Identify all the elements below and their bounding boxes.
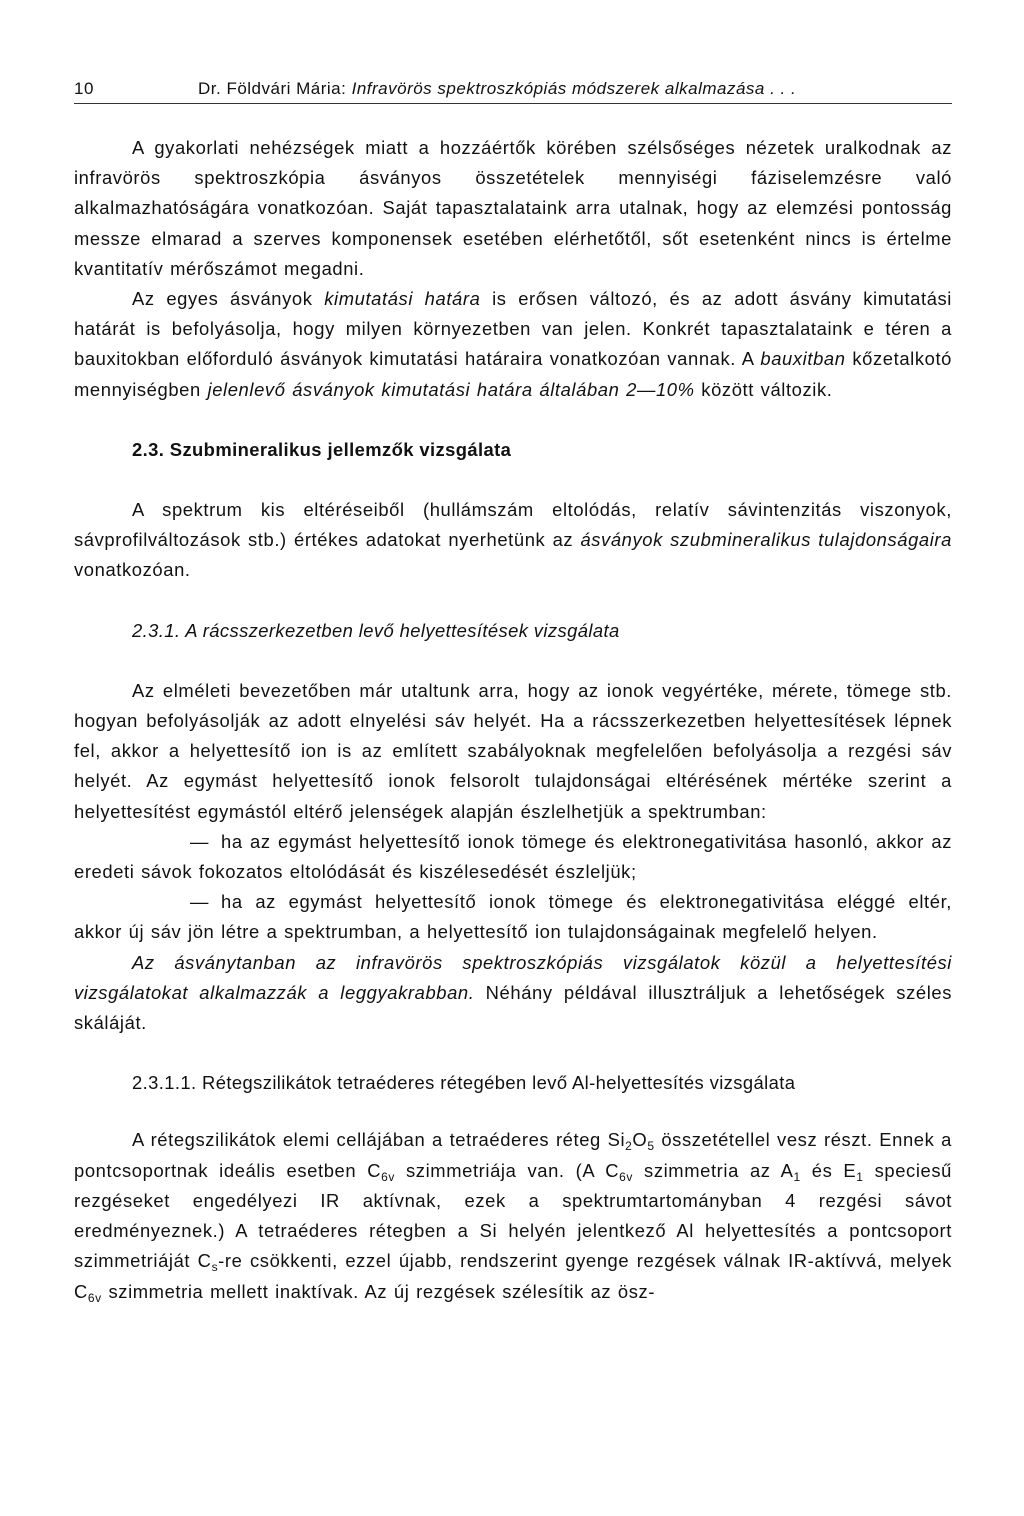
p6-text: szimmetriája van. (A C	[394, 1159, 620, 1181]
p2-text-d: között változik.	[694, 378, 833, 400]
body-text	[74, 133, 952, 1307]
dash-marker: —	[190, 830, 209, 852]
subscript: 6v	[87, 1290, 102, 1305]
heading-title: A rácsszerkezetben levő helyettesítések vizsgálata	[185, 619, 620, 641]
p3-emphasis: ásványok szubmineralikus tulajdonságaira	[580, 529, 952, 551]
p6-text: és E	[800, 1159, 857, 1181]
p2-emphasis-b: bauxitban	[760, 348, 846, 370]
p2-emphasis-a: kimutatási határa	[324, 288, 481, 310]
p6-text: -re csökkenti, ezzel újabb, rendszerint gyenge rezgések válnak IR-aktívvá, melyek C	[74, 1250, 952, 1302]
section-heading-2-3: 2.3. Szubmineralikus jellemzők vizsgálata	[132, 438, 512, 460]
paragraph-1-text: A gyakorlati nehézségek miatt a hozzáértők körében szélsőséges nézetek uralkodnak az infravörös spektroszkópia ásványos összetételek mennyiségi fáziselemzésre való alkalmazhatóságára vonatkozóan. Saját tapasztalataink arra utalnak, hogy az elemzési pontosság messze elmarad a szerves komponensek esetében elérhetőtől, sőt esetenként nincs is értelme kvantitatív mérőszámot megadni.	[74, 137, 952, 279]
page-number: 10	[74, 79, 94, 98]
subscript: 5	[647, 1139, 655, 1154]
header-rule	[74, 103, 952, 104]
list-item-text: ha az egymást helyettesítő ionok tömege és elektronegativitása hasonló, akkor az eredeti sávok fokozatos eltolódását és kiszélesedését észleljük;	[74, 830, 952, 883]
p2-text-a: Az egyes ásványok	[132, 288, 325, 310]
section-heading-2-3-1-1: 2.3.1.1. Rétegszilikátok tetraéderes rétegében levő Al-helyettesítés vizsgálata	[132, 1072, 796, 1094]
p6-text: A rétegszilikátok elemi cellájában a tetraéderes réteg Si	[132, 1129, 626, 1151]
p3-text-b: vonatkozóan.	[74, 559, 191, 581]
list-item	[74, 827, 952, 887]
paragraph-4: Az elméleti bevezetőben már utaltunk arra, hogy az ionok vegyértéke, mérete, tömege stb. hogyan befolyásolják az adott elnyelési sáv helyét. Ha a rácsszerkezetben helyettesítések lépnek fel, akkor a helyettesítő ion is az említett szabályoknak megfelelően befolyásolja a rezgési sáv helyét. Az egymást helyettesítő ionok felsorolt tulajdonságai eltérésének mértéke szerint a helyettesítést egymástól eltérő jelenségek alapján észlelhetjük a spektrumban:	[74, 679, 952, 822]
paragraph-5	[74, 948, 952, 1039]
p2-text-b: is erősen változó, és az adott ásvány kimutatási határát is befolyásolja, hogy milyen környezetben van jelen. Konkrét tapasztalataink e téren a bauxitokban előforduló ásványok kimutatási határaira vonatkozóan vannak. A	[74, 288, 952, 370]
subscript: 6v	[619, 1169, 633, 1184]
p6-text: O	[632, 1129, 648, 1151]
list-item-text: ha az egymást helyettesítő ionok tömege és elektronegativitása eléggé eltér, akkor új sáv jön létre a spektrumban, a helyettesítő ion tulajdonságainak megfelelő helyen.	[74, 891, 952, 943]
header-author: Dr. Földvári Mária:	[198, 79, 352, 98]
p6-text: szimmetria az A	[633, 1159, 794, 1181]
p6-text: speciesű rezgéseket engedélyezi IR aktívnak, ezek a spektrumtartományban 4 rezgési sávot eredményeznek.) A tetraéderes rétegben a Si helyén jelentkező Al helyettesítés a pontcsoport szimmetriáját C	[74, 1159, 952, 1272]
p2-text-c: kőzetalkotó mennyiségben	[74, 348, 952, 400]
p6-text: összetétellel vesz részt. Ennek a pontcsoportnak ideális esetben C	[74, 1129, 952, 1181]
section-heading-2-3-1	[74, 616, 952, 646]
subscript: 1	[856, 1169, 864, 1184]
p3-text-a: A spektrum kis eltéréseiből (hullámszám eltolódás, relatív sávintenzitás viszonyok, sávprofilváltozások stb.) értékes adatokat nyerhetünk az	[74, 499, 952, 551]
paragraph-1	[74, 133, 952, 284]
paragraph-2	[74, 284, 952, 405]
dash-marker: —	[190, 891, 209, 913]
subscript: 1	[793, 1169, 801, 1184]
subscript: s	[211, 1260, 219, 1275]
paragraph-3	[74, 495, 952, 586]
p5-text: Néhány példával illusztráljuk a lehetőségek széles skáláját.	[74, 981, 952, 1034]
subscript: 2	[625, 1139, 633, 1154]
heading-number: 2.3.1.	[132, 619, 186, 641]
paragraph-6	[74, 1125, 952, 1306]
p6-text: szimmetria mellett inaktívak. Az új rezgések szélesítik az ösz-	[101, 1280, 656, 1302]
p5-emphasis: Az ásványtanban az infravörös spektroszkópiás vizsgálatok közül a helyettesítési vizsgálatokat alkalmazzák a leggyakrabban.	[74, 951, 952, 1003]
p2-emphasis-c: jelenlevő ásványok kimutatási határa általában 2—10%	[207, 378, 695, 400]
subscript: 6v	[381, 1169, 395, 1184]
list-item	[74, 887, 952, 947]
header-book-title: Infravörös spektroszkópiás módszerek alkalmazása . . .	[351, 79, 797, 98]
running-header	[74, 78, 952, 100]
